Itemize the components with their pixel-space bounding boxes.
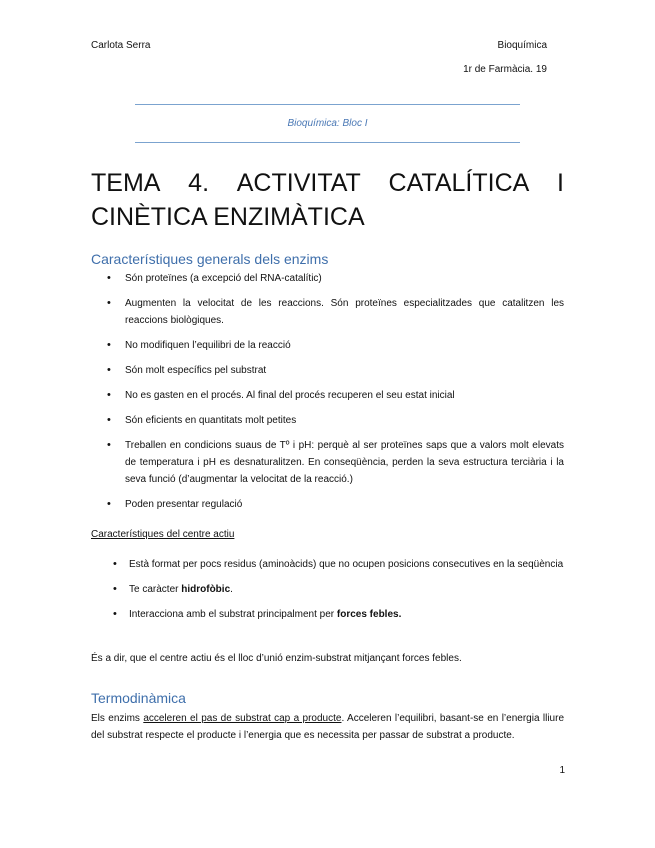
title-word: I [557,169,564,197]
list-item: • Són molt específics pel substrat [91,362,564,379]
termodinamica-paragraph [91,710,564,744]
title-word: 4. [188,169,210,197]
bottom-divider [135,142,520,143]
underlined-phrase: acceleren el pas de substrat cap a producte [143,713,342,724]
title-word: TEMA [91,169,161,197]
enzyme-characteristics-list [91,270,564,513]
top-divider [135,104,520,105]
list-item [91,581,564,598]
page-number: 1 [559,765,565,776]
list-item [91,606,564,623]
list-item: • Poden presentar regulació [91,496,564,513]
title-word: CATALÍTICA [388,169,530,197]
list-item: • Treballen en condicions suaus de Tº i pH: perquè al ser proteïnes saps que a valors molt elevats de temperatura i pH es desnaturalitzen. En conseqüència, perden la seva estructura terciària i la seva funció (d’augmentar la velocitat de la reacció.) [91,437,564,488]
header-author: Carlota Serra [91,40,151,51]
subheading-centre-actiu: Característiques del centre actiu [91,529,235,540]
header-course: 1r de Farmàcia. 19 [463,64,547,75]
title-word: ACTIVITAT [236,169,361,197]
section-heading-enzims: Característiques generals dels enzims [91,251,329,267]
bloc-label: Bioquímica: Bloc I [287,118,368,129]
text-run: Els enzims [91,713,144,724]
summary-paragraph: És a dir, que el centre actiu és el lloc d’unió enzim-substrat mitjançant forces febles. [91,653,462,664]
bold-term: hidrofòbic [181,584,231,595]
text-run: . [230,584,233,595]
title-line-2: CINÈTICA ENZIMÀTICA [91,203,365,231]
title-line-1 [91,166,564,200]
section-heading-termodinamica: Termodinàmica [91,690,186,706]
list-item: • Són eficients en quantitats molt petites [91,412,564,429]
list-item: • Són proteïnes (a excepció del RNA-catalític) [91,270,564,287]
text-run: Interacciona amb el substrat principalment per [129,609,337,620]
header-subject: Bioquímica [497,40,547,51]
bold-term: forces febles. [336,609,402,620]
list-item: • Està format per pocs residus (aminoàcids) que no ocupen posicions consecutives en la seqüència [91,556,564,573]
text-run: . Acceleren l’equilibri, basant-se en l’energia lliure del substrat respecte el producte i l’energia que es necessita per passar de substrat a producte. [91,713,564,741]
list-item: • No modifiquen l’equilibri de la reacció [91,337,564,354]
text-run: Te caràcter [129,584,182,595]
list-item: • No es gasten en el procés. Al final del procés recuperen el seu estat inicial [91,387,564,404]
list-item: • Augmenten la velocitat de les reaccions. Són proteïnes especialitzades que catalitzen les reaccions biològiques. [91,295,564,329]
page-title [91,166,564,234]
active-site-list [91,556,564,623]
